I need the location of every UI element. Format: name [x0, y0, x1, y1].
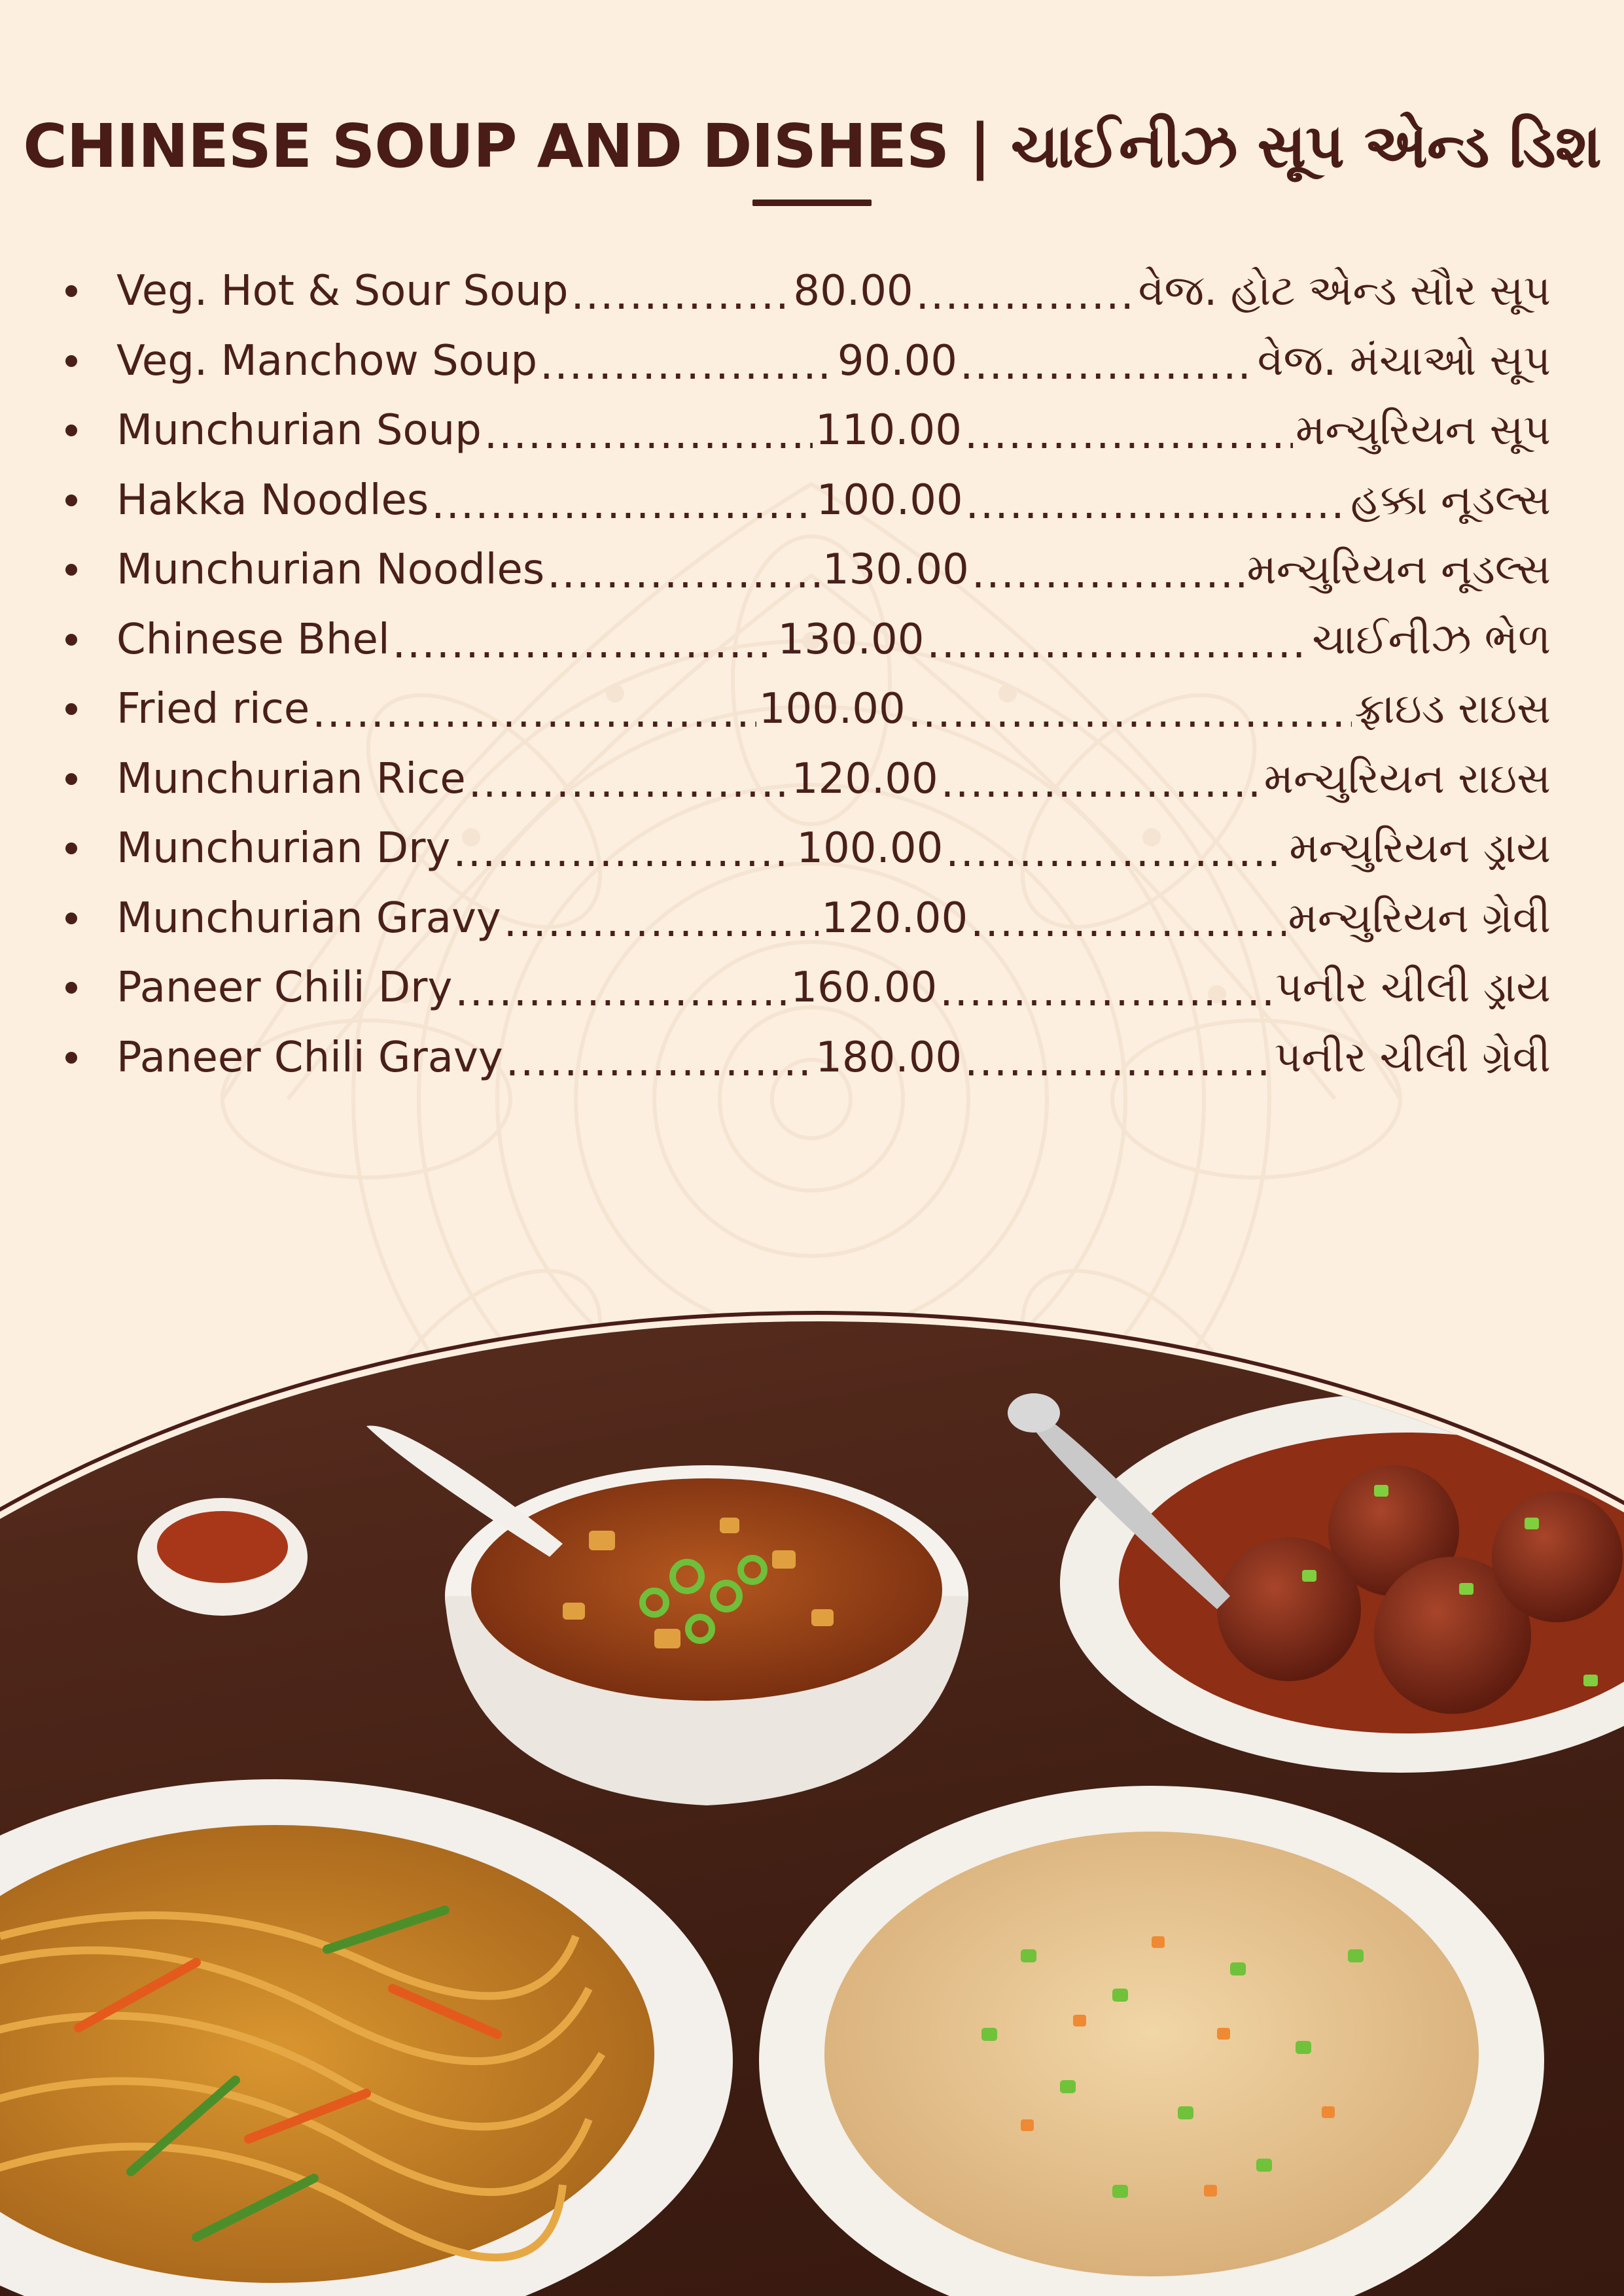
item-name-gujarati: ચાઈનીઝ ભેળ	[1312, 615, 1551, 664]
dot-leader	[431, 483, 813, 525]
item-name: Paneer Chili Gravy	[116, 1033, 503, 1082]
bullet-icon	[65, 495, 77, 506]
item-price: 120.00	[791, 754, 938, 803]
item-price: 110.00	[815, 406, 962, 455]
dot-leader	[941, 762, 1262, 804]
item-price: 180.00	[815, 1033, 962, 1082]
item-name-gujarati: મન્ચુરિયન નૂડલ્સ	[1246, 546, 1551, 595]
menu-item	[65, 256, 1551, 326]
dot-leader	[468, 762, 789, 804]
page-title: CHINESE SOUP AND DISHES | ચાઈનીઝ સૂપ એન્ડ ડિશ	[23, 111, 1601, 181]
item-price: 80.00	[793, 267, 913, 316]
dot-leader	[940, 971, 1273, 1013]
dot-leader	[455, 971, 788, 1013]
item-name-gujarati: હક્કા નૂડલ્સ	[1350, 476, 1551, 525]
dot-leader	[916, 274, 1136, 316]
bullet-icon	[65, 634, 77, 646]
bullet-icon	[65, 913, 77, 924]
item-price: 130.00	[777, 615, 925, 664]
item-name: Fried rice	[116, 685, 310, 734]
noodles-plate	[0, 1779, 733, 2296]
menu-item	[65, 605, 1551, 675]
item-price: 120.00	[821, 894, 968, 943]
dot-leader	[927, 623, 1309, 665]
item-name-gujarati: પનીર ચીલી ડ્રાય	[1275, 964, 1551, 1013]
item-price: 100.00	[758, 685, 906, 734]
menu-item	[65, 1023, 1551, 1093]
sauce-bowl	[137, 1498, 308, 1616]
item-name-gujarati: મન્ચુરિયન સૂપ	[1296, 406, 1551, 455]
soup-bowl	[366, 1426, 968, 1806]
dot-leader	[312, 692, 756, 734]
dot-leader	[453, 831, 794, 873]
item-price: 130.00	[822, 546, 969, 595]
item-name-gujarati: પનીર ચીલી ગ્રેવી	[1274, 1033, 1551, 1082]
dot-leader	[908, 692, 1352, 734]
menu-item	[65, 326, 1551, 396]
menu-item	[65, 674, 1551, 744]
food-photo	[0, 1321, 1624, 2296]
bullet-icon	[65, 564, 77, 576]
item-name-gujarati: મન્ચુરિયન રાઇસ	[1263, 754, 1551, 803]
bullet-icon	[65, 1052, 77, 1064]
menu-item	[65, 744, 1551, 814]
dot-leader	[540, 344, 835, 386]
dot-leader	[506, 1041, 813, 1083]
item-price: 160.00	[790, 964, 938, 1013]
bullet-icon	[65, 982, 77, 994]
dot-leader	[964, 413, 1293, 455]
dot-leader	[945, 831, 1286, 873]
menu-item	[65, 466, 1551, 536]
bullet-icon	[65, 425, 77, 436]
item-name: Munchurian Soup	[116, 406, 482, 455]
bullet-icon	[65, 843, 77, 854]
dot-leader	[966, 483, 1348, 525]
dot-leader	[972, 553, 1244, 595]
item-name: Hakka Noodles	[116, 476, 429, 525]
item-price: 90.00	[837, 336, 957, 385]
item-name-gujarati: મન્ચુરિયન ડ્રાય	[1289, 824, 1551, 873]
munchurian-plate	[1008, 1393, 1624, 1773]
item-name-gujarati: મન્ચુરિયન ગ્રેવી	[1288, 894, 1551, 943]
dot-leader	[964, 1041, 1271, 1083]
bullet-icon	[65, 285, 77, 297]
item-name: Munchurian Noodles	[116, 546, 545, 595]
item-price: 100.00	[796, 824, 944, 873]
bullet-icon	[65, 773, 77, 785]
item-name-gujarati: વેજ. મંચાઓ સૂપ	[1257, 336, 1551, 385]
dot-leader	[960, 344, 1255, 386]
dot-leader	[504, 901, 819, 943]
dot-leader	[393, 623, 775, 665]
bullet-icon	[65, 703, 77, 715]
title-underline	[752, 200, 872, 206]
item-price: 100.00	[816, 476, 963, 525]
dot-leader	[547, 553, 820, 595]
item-name: Veg. Manchow Soup	[116, 336, 538, 385]
item-name-gujarati: ફ્રાઇડ રાઇસ	[1354, 685, 1551, 734]
menu-item	[65, 953, 1551, 1023]
item-name: Paneer Chili Dry	[116, 964, 453, 1013]
fried-rice-plate	[759, 1786, 1544, 2296]
dot-leader	[970, 901, 1285, 943]
item-name-gujarati: વેજ. હોટ એન્ડ સૌર સૂપ	[1138, 267, 1551, 316]
item-name: Veg. Hot & Sour Soup	[116, 267, 569, 316]
dot-leader	[484, 413, 813, 455]
item-name: Munchurian Dry	[116, 824, 451, 873]
item-name: Munchurian Rice	[116, 754, 466, 803]
item-name: Chinese Bhel	[116, 615, 390, 664]
menu-item	[65, 884, 1551, 954]
item-name: Munchurian Gravy	[116, 894, 501, 943]
menu-item	[65, 396, 1551, 466]
menu-item	[65, 535, 1551, 605]
menu-item	[65, 814, 1551, 884]
bullet-icon	[65, 355, 77, 367]
food-illustration	[0, 1321, 1624, 2296]
dot-leader	[571, 274, 790, 316]
menu-list	[65, 256, 1551, 1092]
